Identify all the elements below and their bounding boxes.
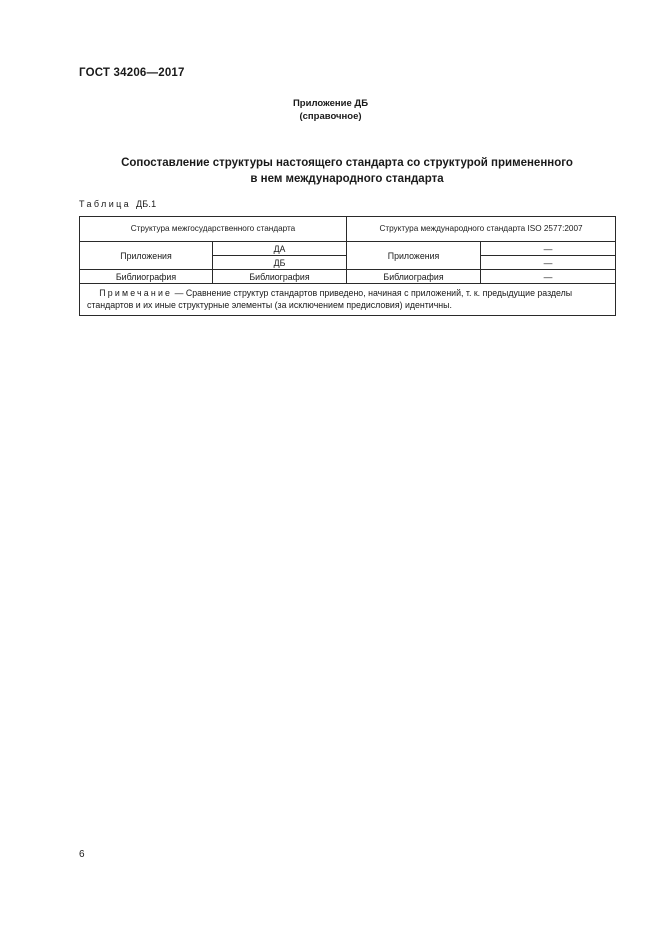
document-title-line-1: Сопоставление структуры настоящего стандарта со структурой примененного: [121, 157, 573, 169]
note-text: — Сравнение структур стандартов приведено, начиная с приложений, т. к. предыдущие разделы стандартов и их иные структурные элементы (за исключением предисловия) идентичны.: [87, 288, 573, 310]
note-label: Примечание: [99, 288, 173, 298]
cell-left-annex-db: ДБ: [213, 256, 347, 270]
page-number: 6: [79, 849, 85, 860]
table-row: [80, 270, 616, 284]
cell-right-bibliography: Библиография: [347, 270, 481, 284]
header-interstate-structure: Структура межгосударственного стандарта: [80, 217, 347, 242]
document-title-line-2: в нем международного стандарта: [250, 173, 444, 185]
table-caption: [79, 199, 156, 209]
header-international-structure: Структура международного стандарта ISO 2577:2007: [347, 217, 616, 242]
annex-subtitle: (справочное): [299, 111, 362, 122]
table-note: [80, 284, 616, 316]
document-title: [79, 155, 615, 187]
cell-right-dash-3: —: [481, 270, 616, 284]
cell-right-dash-1: —: [481, 242, 616, 256]
standard-code: ГОСТ 34206—2017: [79, 67, 185, 79]
annex-title: Приложение ДБ: [292, 98, 369, 109]
table-header-row: [80, 217, 616, 242]
cell-right-dash-2: —: [481, 256, 616, 270]
cell-right-annexes: Приложения: [347, 242, 481, 270]
cell-left-annexes: Приложения: [80, 242, 213, 270]
annex-heading: [0, 97, 661, 123]
cell-left-annex-da: ДА: [213, 242, 347, 256]
cell-left-bibliography: Библиография: [80, 270, 213, 284]
comparison-table: [79, 216, 616, 316]
table-caption-number: ДБ.1: [136, 199, 157, 209]
table-note-row: [80, 284, 616, 316]
table-caption-prefix: Таблица: [79, 199, 132, 209]
table-row: [80, 242, 616, 256]
cell-left-bibliography-sub: Библиография: [213, 270, 347, 284]
